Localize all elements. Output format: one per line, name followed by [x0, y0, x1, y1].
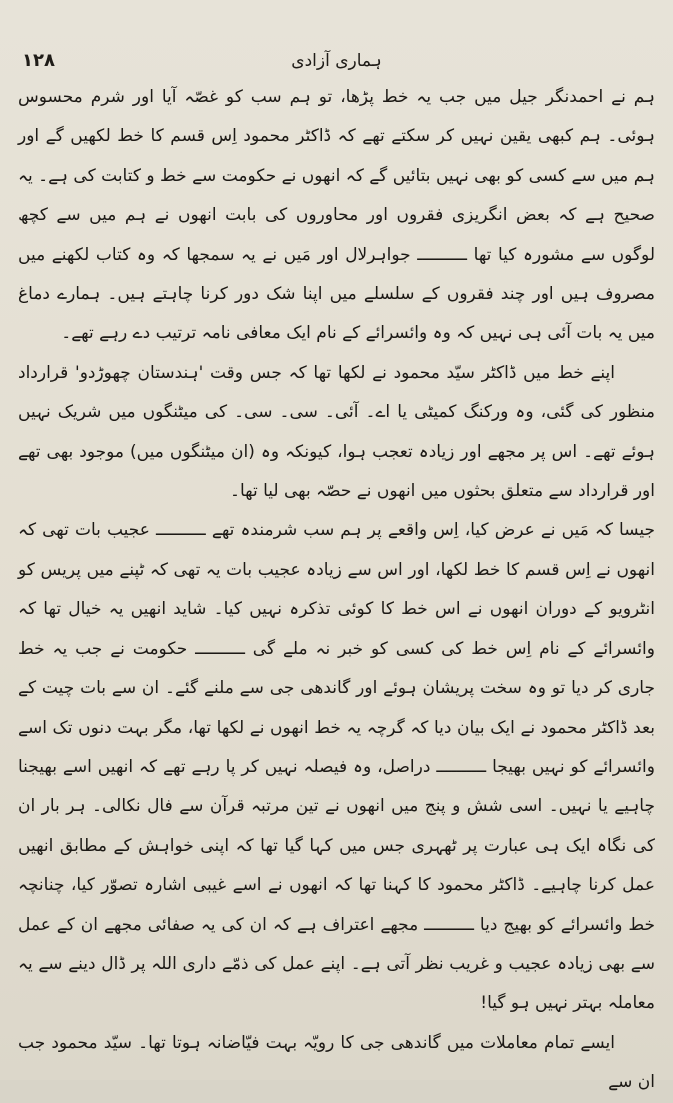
- page-number: ۱۲۸: [22, 50, 55, 71]
- paragraph: ایسے تمام معاملات میں گاندھی جی کا رویّہ بہت فیّاضانہ ہوتا تھا۔ سیّد محمود جب ان سے: [18, 1032, 655, 1093]
- running-title: ہماری آزادی: [291, 51, 382, 71]
- paragraph: ہم نے احمدنگر جیل میں جب یہ خط پڑھا، تو ہم سب کو غصّہ آیا اور شرم محسوس ہوئی۔ ہم کبھی یقین نہیں کر سکتے تھے کہ ڈاکٹر محمود اِس قسم کا خط لکھیں گے اور ہم میں سے کسی کو بھی نہیں بتائیں گے کہ انھوں نے حکومت سے خط و کتابت کی ہے۔ یہ صحیح ہے کہ بعض انگریزی فقروں اور محاوروں کی بابت انھوں نے ہم میں سے کچھ لوگوں سے مشورہ کیا تھا ــــــــــ جواہرلال اور مَیں نے یہ سمجھا کہ وہ کتاب لکھنے میں مصروف ہیں اور چند فقروں کے سلسلے میں اپنا شک دور کرنا چاہتے ہیں۔ ہمارے دماغ میں یہ بات آئی ہی نہیں کہ وہ وائسرائے کے نام ایک معافی نامہ ترتیب دے رہے تھے۔: [18, 87, 655, 344]
- paragraph: اپنے خط میں ڈاکٹر سیّد محمود نے لکھا تھا کہ جس وقت 'ہندستان چھوڑدو' قرارداد منظور کی گئی، وہ ورکنگ کمیٹی یا اے۔ آئی۔ سی۔ سی۔ کی میٹنگوں میں شریک نہیں ہوئے تھے۔ اس پر مجھے اور زیادہ تعجب ہوا، کیونکہ وہ (ان میٹنگوں میں) موجود بھی تھے اور قرارداد سے متعلق بحثوں میں انھوں نے حصّہ بھی لیا تھا۔: [18, 362, 655, 502]
- paragraph: جیسا کہ مَیں نے عرض کیا، اِس واقعے پر ہم سب شرمندہ تھے ــــــــــ عجیب بات تھی کہ انھوں نے اِس قسم کا خط لکھا، اور اس سے زیادہ عجیب بات یہ تھی کہ ٹپنے میں پریس کو انٹرویو کے دوران انھوں نے اس خط کا کوئی تذکرہ نہیں کیا۔ شاید انھیں یہ خیال تھا کہ وائسرائے کے نام اِس خط کی کسی کو خبر نہ ملے گی ــــــــــ حکومت نے جب یہ خط جاری کر دیا تو وہ سخت پریشان ہوئے اور گاندھی جی سے ملنے گئے۔ ان سے بات چیت کے بعد ڈاکٹر محمود نے ایک بیان دیا کہ گرچہ یہ خط انھوں نے لکھا تھا، مگر بہت دنوں تک اسے وائسرائے کو نہیں بھیجا ــــــــــ دراصل، وہ فیصلہ نہیں کر پا رہے تھے کہ انھیں اسے بھیجنا چاہیے یا نہیں۔ اسی شش و پنج میں انھوں نے تین مرتبہ قرآن سے فال نکالی۔ ہر بار ان کی نگاہ ایک ہی عبارت پر ٹھہری جس میں کہا گیا تھا کہ اپنی خواہش کے مطابق انھیں عمل کرنا چاہیے۔ ڈاکٹر محمود کا کہنا تھا کہ انھوں نے اسے غیبی اشارہ تصوّر کیا، چنانچہ خط وائسرائے کو بھیج دیا ــــــــــ مجھے اعتراف ہے کہ ان کی یہ صفائی مجھے ان کے عمل سے بھی زیادہ عجیب و غریب نظر آتی ہے۔ اپنے عمل کی ذمّے داری اللہ پر ڈال دینے سے یہ معاملہ بہتر نہیں ہو گیا!: [18, 520, 655, 1014]
- body-text: [18, 78, 655, 1103]
- page-header: [22, 50, 651, 78]
